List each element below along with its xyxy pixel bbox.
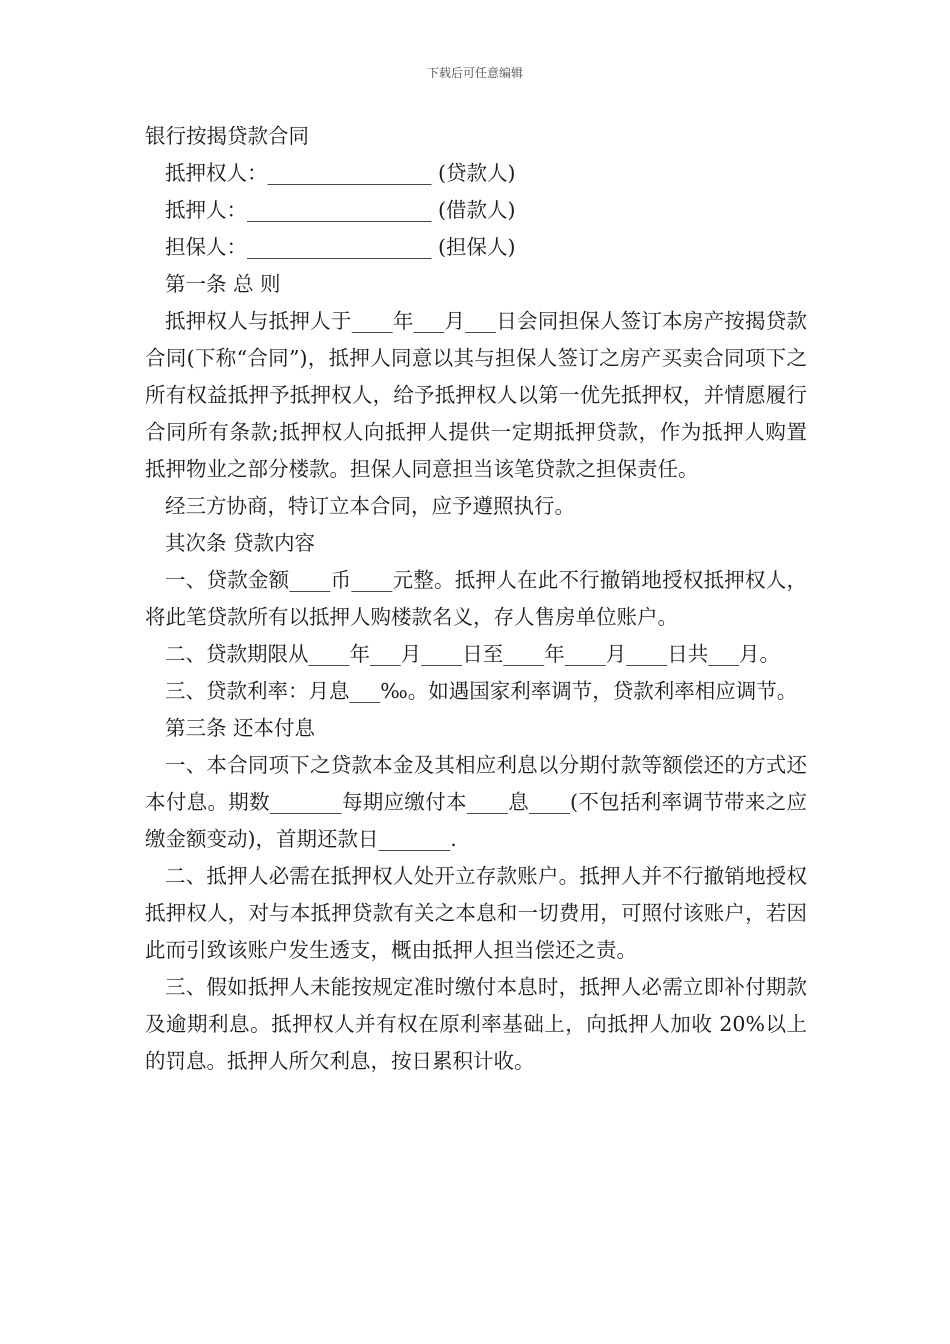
page-header: 下载后可任意编辑 — [426, 66, 523, 80]
article-2-item-2: 二、贷款期限从____年___月____日至____年____月____日共___月。 — [165, 642, 780, 666]
party-mortgagee: 抵押权人：________________ (贷款人) — [165, 161, 516, 185]
article-3-item-2: 二、抵押人必需在抵押权人处开立存款账户。抵押人并不行撤销地授权抵押权人，对与本抵押贷款有关之本息和一切费用，可照付该账户，若因此而引致该账户发生透支，概由抵押人担当偿还之责。 — [145, 864, 807, 962]
document-title: 银行按揭贷款合同 — [145, 124, 309, 148]
article-3-item-3: 三、假如抵押人未能按规定准时缴付本息时，抵押人必需立即补付期款及逾期利息。抵押权人并有权在原利率基础上，向抵押人加收 20%以上的罚息。抵押人所欠利息，按日累积计收。 — [145, 975, 807, 1073]
article-3-heading: 第三条 还本付息 — [165, 716, 316, 740]
article-2-heading: 其次条 贷款内容 — [165, 531, 316, 555]
party-mortgagor: 抵押人：__________________ (借款人) — [165, 198, 516, 222]
article-1-paragraph-1: 抵押权人与抵押人于____年___月___日会同担保人签订本房产按揭贷款合同(下称“合同”)，抵押人同意以其与担保人签订之房产买卖合同项下之所有权益抵押予抵押权人，给予抵押权人以第一优先抵押权，并情愿履行合同所有条款;抵押权人向抵押人提供一定期抵押贷款，作为抵押人购置抵押物业之部分楼款。担保人同意担当该笔贷款之担保责任。 — [145, 309, 807, 481]
article-1-heading: 第一条 总 则 — [165, 272, 281, 296]
article-3-item-1: 一、本合同项下之贷款本金及其相应利息以分期付款等额偿还的方式还本付息。期数_______每期应缴付本____息____(不包括利率调节带来之应缴金额变动)，首期还款日_______. — [145, 753, 807, 851]
document-body — [145, 118, 807, 1080]
article-1-paragraph-2: 经三方协商，特订立本合同，应予遵照执行。 — [165, 494, 575, 518]
article-2-item-1: 一、贷款金额____币____元整。抵押人在此不行撤销地授权抵押权人，将此笔贷款所有以抵押人购楼款名义，存人售房单位账户。 — [145, 568, 807, 629]
article-2-item-3: 三、贷款利率：月息___‰。如遇国家利率调节，贷款利率相应调节。 — [165, 679, 798, 703]
party-guarantor: 担保人：__________________ (担保人) — [165, 235, 516, 259]
